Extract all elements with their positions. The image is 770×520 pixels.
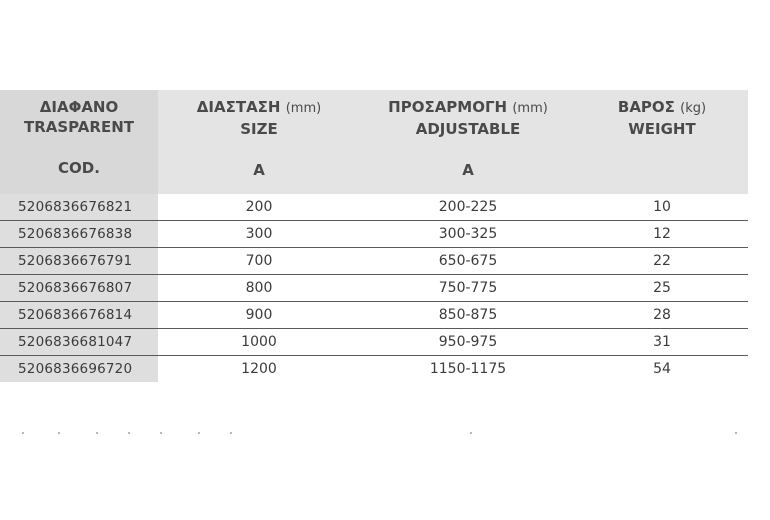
cell-adjustable: 950-975 <box>360 329 576 356</box>
cell-adjustable: 750-775 <box>360 275 576 302</box>
table-header <box>0 90 748 194</box>
header-size-sub: A <box>253 161 265 179</box>
cell-code: 5206836676807 <box>0 275 158 302</box>
cell-code: 5206836681047 <box>0 329 158 356</box>
cell-size: 700 <box>158 248 360 275</box>
table-body <box>0 194 748 382</box>
cell-code: 5206836676791 <box>0 248 158 275</box>
speck <box>22 432 24 434</box>
header-size-unit: (mm) <box>285 101 322 116</box>
cell-weight: 25 <box>576 275 748 302</box>
cell-weight: 28 <box>576 302 748 329</box>
speck <box>96 432 98 434</box>
cell-weight: 31 <box>576 329 748 356</box>
table-row <box>0 194 748 221</box>
cell-size: 800 <box>158 275 360 302</box>
header-adjustable-greek: ΠΡΟΣΑΡΜΟΓΗ <box>388 98 508 116</box>
cell-adjustable: 650-675 <box>360 248 576 275</box>
header-weight <box>576 90 748 194</box>
cell-size: 900 <box>158 302 360 329</box>
cell-code: 5206836676838 <box>0 221 158 248</box>
cell-size: 1000 <box>158 329 360 356</box>
cell-size: 300 <box>158 221 360 248</box>
speck <box>230 432 232 434</box>
header-adjustable-latin: ADJUSTABLE <box>415 120 521 138</box>
cell-size: 200 <box>158 194 360 221</box>
header-size-greek: ΔΙΑΣΤΑΣΗ <box>196 98 281 116</box>
header-adjustable-sub: A <box>462 161 474 179</box>
cell-weight: 12 <box>576 221 748 248</box>
cell-adjustable: 300-325 <box>360 221 576 248</box>
speck <box>128 432 130 434</box>
table-row <box>0 302 748 329</box>
product-spec-table-wrapper <box>0 90 748 382</box>
cell-weight: 54 <box>653 361 671 377</box>
speck <box>160 432 162 434</box>
speck <box>470 432 472 434</box>
speck <box>735 432 737 434</box>
cell-code: 5206836676821 <box>0 194 158 221</box>
cell-weight: 10 <box>576 194 748 221</box>
header-size-latin: SIZE <box>240 120 278 138</box>
speck <box>198 432 200 434</box>
cell-adjustable: 1150-1175 <box>429 361 507 377</box>
cell-code: 5206836676814 <box>0 302 158 329</box>
table-row <box>0 248 748 275</box>
header-row <box>0 90 748 194</box>
header-weight-latin: WEIGHT <box>628 120 696 138</box>
header-code-latin: TRASPARENT <box>23 118 134 136</box>
header-size <box>158 90 360 194</box>
table-row <box>0 221 748 248</box>
product-spec-table <box>0 90 748 382</box>
table-row <box>0 275 748 302</box>
header-weight-greek: ΒΑΡΟΣ <box>617 98 675 116</box>
header-adjustable <box>360 90 576 194</box>
header-weight-unit: (kg) <box>680 101 707 116</box>
speck <box>58 432 60 434</box>
cell-weight: 22 <box>576 248 748 275</box>
cell-adjustable: 200-225 <box>360 194 576 221</box>
table-row <box>0 356 748 383</box>
header-code <box>0 90 158 194</box>
cell-size: 1200 <box>241 361 277 377</box>
table-row <box>0 329 748 356</box>
cell-adjustable: 850-875 <box>360 302 576 329</box>
header-code-greek: ΔΙΑΦΑΝΟ <box>39 98 119 116</box>
cropped-text-remnants <box>0 431 770 437</box>
header-adjustable-unit: (mm) <box>512 101 548 116</box>
cell-code: 5206836696720 <box>0 356 158 383</box>
header-code-sub: COD. <box>58 159 100 177</box>
